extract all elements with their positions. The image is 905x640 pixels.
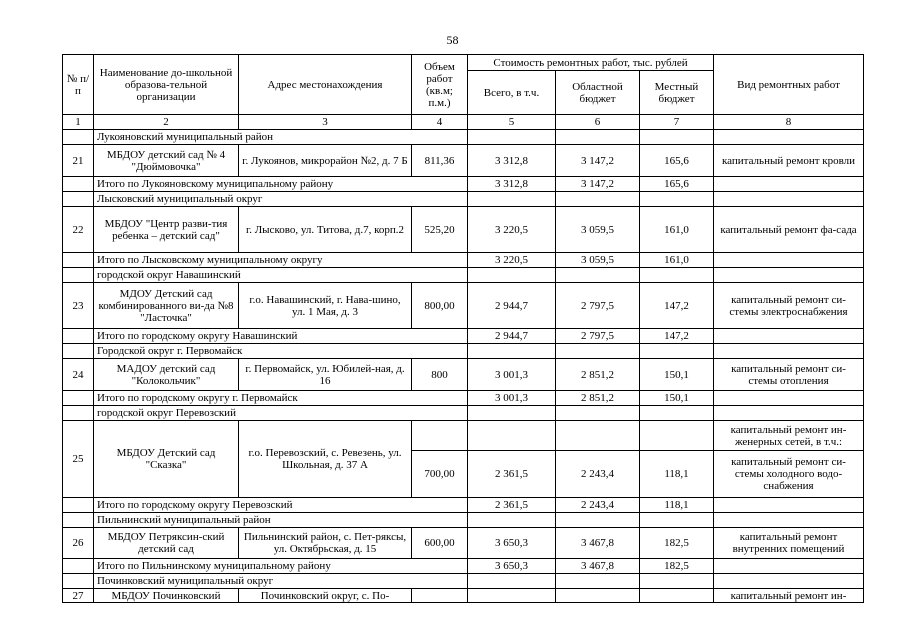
table-row (63, 207, 864, 253)
row-name: МАДОУ детский сад "Колокольчик" (94, 359, 239, 391)
row-total: 3 220,5 (468, 207, 556, 253)
row-total: 2 944,7 (468, 283, 556, 329)
row-name: МБДОУ Починковский (94, 589, 239, 603)
row-type: капитальный ремонт ин-женерных сетей, в т.ч.: (714, 421, 864, 451)
row-volume: 800 (412, 359, 468, 391)
table-row (63, 421, 864, 451)
section-title: городской округ Перевозский (94, 406, 468, 421)
table-row (63, 283, 864, 329)
header-regional: Областной бюджет (556, 71, 640, 115)
row-volume: 525,20 (412, 207, 468, 253)
row-total (468, 589, 556, 603)
subtotal-local: 118,1 (640, 498, 714, 513)
page-number: 58 (446, 33, 459, 47)
subtotal-local: 150,1 (640, 391, 714, 406)
row-local: 161,0 (640, 207, 714, 253)
subtotal-label: Итого по Лукояновскому муниципальному району (94, 177, 468, 192)
header-volume: Объем работ (кв.м; п.м.) (412, 55, 468, 115)
section-title: Лысковский муниципальный округ (94, 192, 468, 207)
row-name: МБДОУ Петряксин-ский детский сад (94, 528, 239, 559)
table-row (63, 359, 864, 391)
subtotal-total: 2 944,7 (468, 329, 556, 344)
row-type: капитальный ремонт кровли (714, 145, 864, 177)
subtotal-row (63, 498, 864, 513)
subtotal-regional: 3 059,5 (556, 253, 640, 268)
subtotal-row (63, 253, 864, 268)
row-regional: 3 059,5 (556, 207, 640, 253)
row-address: г. Первомайск, ул. Юбилей-ная, д. 16 (239, 359, 412, 391)
row-regional: 2 797,5 (556, 283, 640, 329)
header-cost-group: Стоимость ремонтных работ, тыс. рублей (468, 55, 714, 71)
subtotal-label: Итого по Лысковскому муниципальному округу (94, 253, 468, 268)
row-total: 3 650,3 (468, 528, 556, 559)
row-num: 21 (63, 145, 94, 177)
row-total: 3 001,3 (468, 359, 556, 391)
header-name: Наименование до-школьной образова-тельной организации (94, 55, 239, 115)
section-title: городской округ Навашинский (94, 268, 468, 283)
row-address: Починковский округ, с. По- (239, 589, 412, 603)
row-num: 24 (63, 359, 94, 391)
subtotal-label: Итого по Пильнинскому муниципальному району (94, 559, 468, 574)
subtotal-local: 161,0 (640, 253, 714, 268)
header-total: Всего, в т.ч. (468, 71, 556, 115)
subtotal-regional: 2 243,4 (556, 498, 640, 513)
row-local (640, 589, 714, 603)
row-local: 150,1 (640, 359, 714, 391)
row-address: г. Лукоянов, микрорайон №2, д. 7 Б (239, 145, 412, 177)
row-num: 26 (63, 528, 94, 559)
header-num: № п/п (63, 55, 94, 115)
subtotal-row (63, 329, 864, 344)
row-type: капитальный ремонт си-стемы отопления (714, 359, 864, 391)
row-address: г.о. Перевозский, с. Ревезень, ул. Школьная, д. 37 А (239, 421, 412, 498)
row-regional: 3 467,8 (556, 528, 640, 559)
row-regional: 2 851,2 (556, 359, 640, 391)
col-number: 3 (239, 115, 412, 130)
subtotal-total: 3 220,5 (468, 253, 556, 268)
subtotal-regional: 2 851,2 (556, 391, 640, 406)
row-type: капитальный ремонт фа-сада (714, 207, 864, 253)
row-regional: 2 243,4 (556, 451, 640, 498)
row-name: МБДОУ "Центр разви-тия ребенка – детский сад" (94, 207, 239, 253)
row-type: капитальный ремонт внутренних помещений (714, 528, 864, 559)
row-address: г. Лысково, ул. Титова, д.7, корп.2 (239, 207, 412, 253)
section-title: Городской округ г. Первомайск (94, 344, 468, 359)
subtotal-total: 3 650,3 (468, 559, 556, 574)
row-regional: 3 147,2 (556, 145, 640, 177)
subtotal-total: 3 001,3 (468, 391, 556, 406)
section-title: Лукояновский муниципальный район (94, 130, 468, 145)
col-number: 5 (468, 115, 556, 130)
subtotal-local: 147,2 (640, 329, 714, 344)
row-regional (556, 589, 640, 603)
row-num: 25 (63, 421, 94, 498)
row-volume (412, 589, 468, 603)
row-local: 147,2 (640, 283, 714, 329)
subtotal-total: 3 312,8 (468, 177, 556, 192)
subtotal-label: Итого по городскому округу г. Первомайск (94, 391, 468, 406)
row-type: капитальный ремонт си-стемы электроснабжения (714, 283, 864, 329)
subtotal-local: 182,5 (640, 559, 714, 574)
col-number: 7 (640, 115, 714, 130)
row-volume: 800,00 (412, 283, 468, 329)
table-row (63, 528, 864, 559)
table-row (63, 145, 864, 177)
row-name: МБДОУ Детский сад "Сказка" (94, 421, 239, 498)
row-num: 27 (63, 589, 94, 603)
row-total: 2 361,5 (468, 451, 556, 498)
table-row (63, 589, 864, 603)
section-title: Починковский муниципальный округ (94, 574, 468, 589)
section-title: Пильнинский муниципальный район (94, 513, 468, 528)
subtotal-row (63, 177, 864, 192)
row-local: 165,6 (640, 145, 714, 177)
header-local: Местный бюджет (640, 71, 714, 115)
col-number: 6 (556, 115, 640, 130)
col-number: 1 (63, 115, 94, 130)
header-address: Адрес местонахождения (239, 55, 412, 115)
subtotal-row (63, 391, 864, 406)
subtotal-regional: 3 467,8 (556, 559, 640, 574)
row-address: г.о. Навашинский, г. Нава-шино, ул. 1 Мая, д. 3 (239, 283, 412, 329)
subtotal-local: 165,6 (640, 177, 714, 192)
col-number: 8 (714, 115, 864, 130)
row-type: капитальный ремонт си-стемы холодного водо-снабжения (714, 451, 864, 498)
row-volume: 700,00 (412, 451, 468, 498)
row-address: Пильнинский район, с. Пет-ряксы, ул. Октябрьская, д. 15 (239, 528, 412, 559)
header-type: Вид ремонтных работ (714, 55, 864, 115)
row-type: капитальный ремонт ин- (714, 589, 864, 603)
row-num: 23 (63, 283, 94, 329)
row-name: МДОУ Детский сад комбинированного ви-да №8 "Ласточка" (94, 283, 239, 329)
subtotal-label: Итого по городскому округу Навашинский (94, 329, 468, 344)
row-name: МБДОУ детский сад № 4 "Дюймовочка" (94, 145, 239, 177)
row-volume: 600,00 (412, 528, 468, 559)
col-number: 4 (412, 115, 468, 130)
repair-works-table (62, 54, 864, 603)
col-number: 2 (94, 115, 239, 130)
row-total: 3 312,8 (468, 145, 556, 177)
row-volume: 811,36 (412, 145, 468, 177)
subtotal-total: 2 361,5 (468, 498, 556, 513)
subtotal-regional: 3 147,2 (556, 177, 640, 192)
subtotal-label: Итого по городскому округу Перевозский (94, 498, 468, 513)
row-num: 22 (63, 207, 94, 253)
row-local: 118,1 (640, 451, 714, 498)
subtotal-regional: 2 797,5 (556, 329, 640, 344)
subtotal-row (63, 559, 864, 574)
row-local: 182,5 (640, 528, 714, 559)
